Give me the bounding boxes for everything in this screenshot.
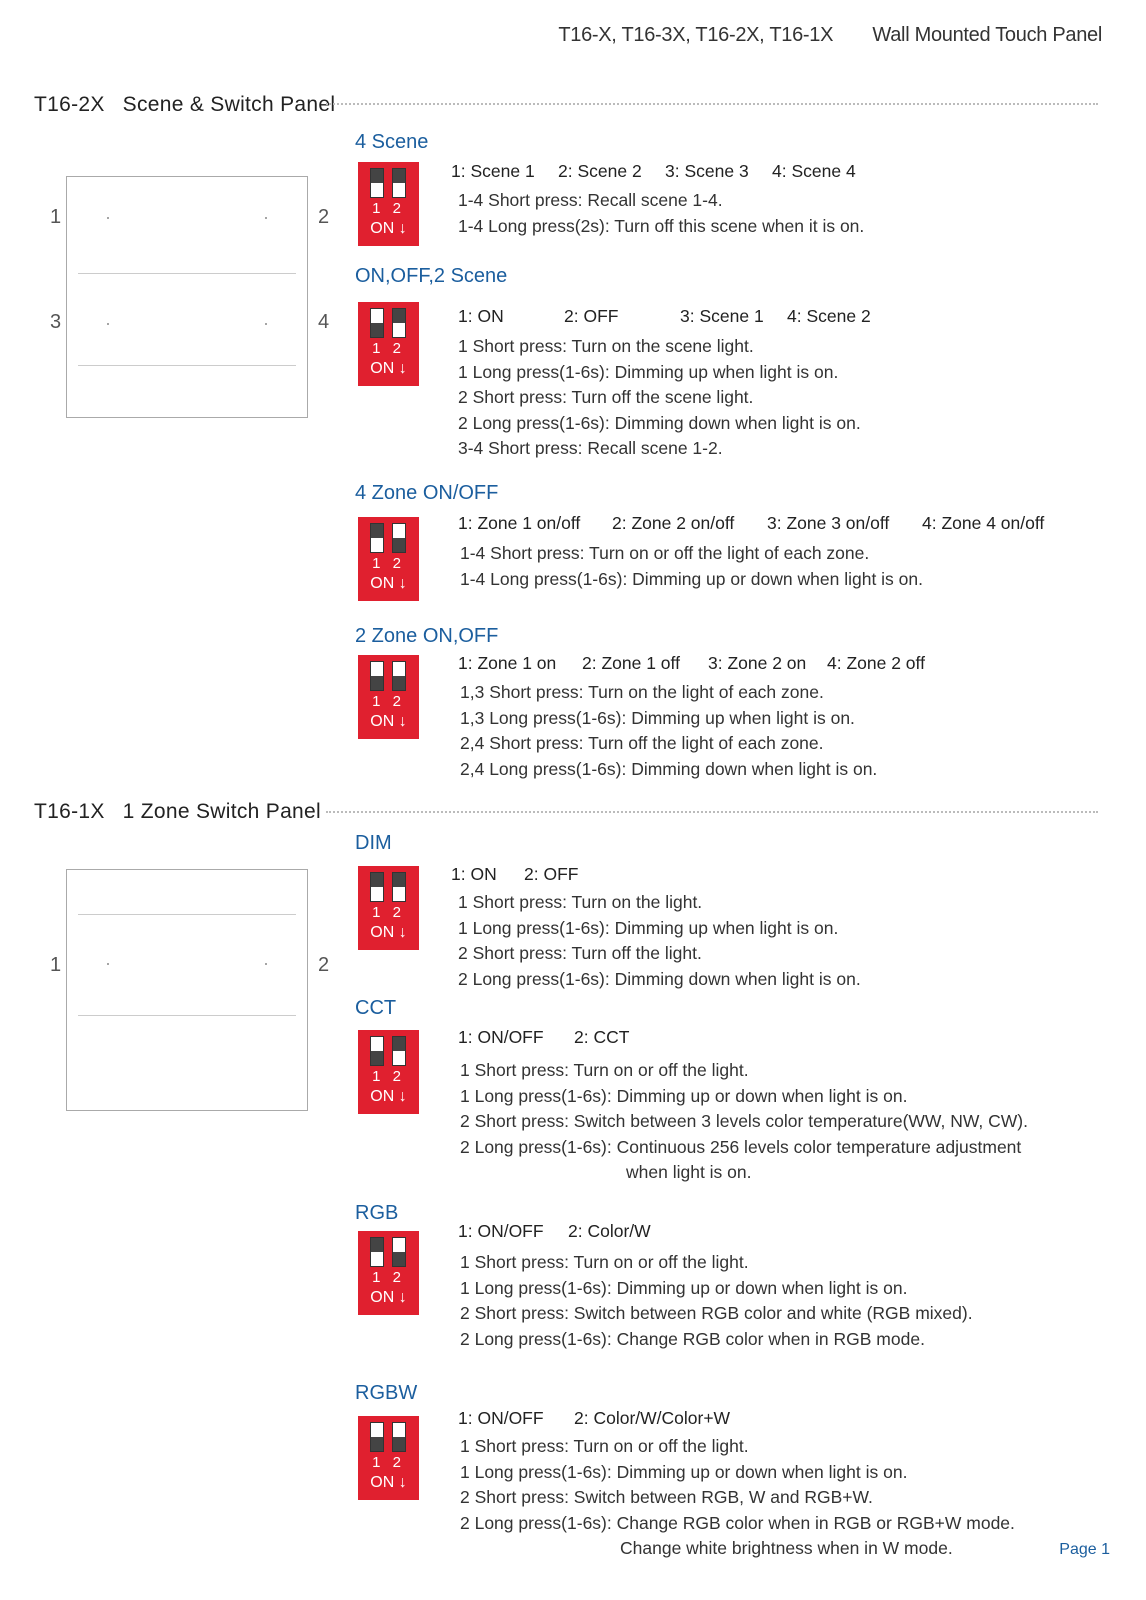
mode-title: CCT bbox=[355, 997, 397, 1019]
description-line: 2 Long press(1-6s): Change RGB color when in RGB mode. bbox=[460, 1328, 925, 1349]
dip-knob bbox=[393, 309, 405, 323]
description-line: Change white brightness when in W mode. bbox=[620, 1538, 953, 1558]
dip-switch bbox=[358, 866, 419, 950]
description-line: 1 Short press: Turn on or off the light. bbox=[460, 1252, 749, 1272]
dip-knob bbox=[393, 1437, 405, 1451]
key-assignments bbox=[458, 1221, 651, 1242]
mode-description bbox=[460, 1434, 1015, 1562]
key-assignment: 1: ON/OFF bbox=[458, 1027, 544, 1047]
key-assignment: 2: Zone 2 on/off bbox=[612, 513, 735, 533]
key-assignment: 3: Scene 1 bbox=[680, 306, 764, 326]
description-line: when light is on. bbox=[626, 1162, 752, 1182]
key-assignment: 1: Scene 1 bbox=[451, 161, 535, 181]
key-assignment: 1: Zone 1 on/off bbox=[458, 513, 581, 533]
dip-on-label: ON ↓ bbox=[370, 1289, 407, 1306]
mode-title: 4 Zone ON/OFF bbox=[355, 482, 499, 504]
touch-panel-2-key bbox=[66, 869, 308, 1111]
key-assignment: 3: Zone 3 on/off bbox=[767, 513, 890, 533]
dip-on-label: ON ↓ bbox=[370, 1474, 407, 1491]
dip-slot-1 bbox=[370, 1036, 384, 1066]
product-name: Wall Mounted Touch Panel bbox=[872, 24, 1102, 46]
dip-slot-2 bbox=[392, 1422, 406, 1452]
key-assignment: 1: Zone 1 on bbox=[458, 653, 557, 673]
key-dot bbox=[107, 963, 109, 965]
key-assignments bbox=[451, 161, 856, 182]
key-assignment: 2: OFF bbox=[524, 864, 579, 884]
dip-numbers: 1 2 bbox=[372, 904, 405, 921]
divider bbox=[326, 811, 1098, 813]
dip-slot-1 bbox=[370, 308, 384, 338]
dip-knob bbox=[393, 676, 405, 690]
mode-description bbox=[460, 1250, 973, 1352]
description-line: 1 Short press: Turn on the light. bbox=[458, 892, 703, 912]
dip-slot-2 bbox=[392, 523, 406, 553]
key-assignment: 1: ON bbox=[458, 306, 504, 326]
description-line: 2 Short press: Switch between RGB color and white (RGB mixed). bbox=[460, 1303, 973, 1323]
description-line: 1-4 Short press: Recall scene 1-4. bbox=[458, 190, 723, 210]
key-dot bbox=[265, 323, 267, 325]
mode-description bbox=[458, 334, 861, 462]
description-line: 1 Short press: Turn on the scene light. bbox=[458, 336, 754, 356]
description-line: 1 Short press: Turn on or off the light. bbox=[460, 1436, 749, 1456]
dip-numbers: 1 2 bbox=[372, 555, 405, 572]
key-assignments bbox=[458, 653, 925, 674]
description-line: 1,3 Short press: Turn on the light of each zone. bbox=[460, 682, 824, 702]
key-assignment: 2: Zone 1 off bbox=[582, 653, 680, 673]
description-line: 2,4 Short press: Turn off the light of each zone. bbox=[460, 733, 824, 753]
key-label: 4 bbox=[318, 311, 330, 333]
panel-divider bbox=[78, 914, 296, 915]
description-line: 2,4 Long press(1-6s): Dimming down when light is on. bbox=[460, 758, 878, 779]
description-line: 1 Long press(1-6s): Dimming up or down when light is on. bbox=[460, 1277, 908, 1298]
key-label: 1 bbox=[50, 206, 62, 228]
panel-divider bbox=[78, 365, 296, 366]
dip-on-label: ON ↓ bbox=[370, 924, 407, 941]
model-list: T16-X, T16-3X, T16-2X, T16-1X bbox=[558, 24, 834, 46]
key-assignment: 1: ON/OFF bbox=[458, 1408, 544, 1428]
dip-on-label: ON ↓ bbox=[370, 1088, 407, 1105]
key-assignment: 3: Scene 3 bbox=[665, 161, 749, 181]
key-label: 1 bbox=[50, 954, 62, 976]
key-dot bbox=[265, 217, 267, 219]
dip-slot-2 bbox=[392, 308, 406, 338]
key-assignment: 2: Scene 2 bbox=[558, 161, 642, 181]
key-assignment: 2: Color/W/Color+W bbox=[574, 1408, 731, 1428]
dip-knob bbox=[393, 538, 405, 552]
key-dot bbox=[107, 323, 109, 325]
section-code: T16-2X bbox=[34, 93, 105, 116]
section-name: Scene & Switch Panel bbox=[122, 93, 336, 116]
dip-numbers: 1 2 bbox=[372, 340, 405, 357]
dip-switch bbox=[358, 162, 419, 246]
description-line: 1 Short press: Turn on or off the light. bbox=[460, 1060, 749, 1080]
description-line: 2 Short press: Switch between 3 levels color temperature(WW, NW, CW). bbox=[460, 1111, 1028, 1131]
description-line: 2 Short press: Switch between RGB, W and RGB+W. bbox=[460, 1487, 873, 1507]
dip-switch bbox=[358, 517, 419, 601]
dip-slot-2 bbox=[392, 661, 406, 691]
key-assignment: 3: Zone 2 on bbox=[708, 653, 807, 673]
dip-knob bbox=[393, 169, 405, 183]
description-line: 1-4 Short press: Turn on or off the light of each zone. bbox=[460, 543, 870, 563]
divider bbox=[326, 103, 1098, 105]
dip-knob bbox=[371, 1437, 383, 1451]
description-line: 2 Long press(1-6s): Continuous 256 levels color temperature adjustment bbox=[460, 1136, 1022, 1157]
key-label: 2 bbox=[318, 206, 330, 228]
dip-slot-2 bbox=[392, 872, 406, 902]
dip-on-label: ON ↓ bbox=[370, 713, 407, 730]
dip-switch bbox=[358, 1416, 419, 1500]
description-line: 1 Long press(1-6s): Dimming up when light is on. bbox=[458, 361, 839, 382]
mode-title: RGBW bbox=[355, 1382, 418, 1404]
dip-slot-2 bbox=[392, 1237, 406, 1267]
section-title-t16-1x bbox=[34, 800, 321, 824]
section-title-t16-2x bbox=[34, 93, 335, 117]
key-assignment: 4: Scene 2 bbox=[787, 306, 871, 326]
dip-knob bbox=[371, 323, 383, 337]
key-assignment: 1: ON bbox=[451, 864, 497, 884]
description-line: 2 Short press: Turn off the scene light. bbox=[458, 387, 754, 407]
key-dot bbox=[265, 963, 267, 965]
dip-slot-1 bbox=[370, 1422, 384, 1452]
mode-description bbox=[458, 890, 861, 992]
key-assignments bbox=[458, 513, 1044, 534]
dip-knob bbox=[393, 1252, 405, 1266]
key-dot bbox=[107, 217, 109, 219]
dip-knob bbox=[371, 1051, 383, 1065]
description-line: 2 Long press(1-6s): Change RGB color when in RGB or RGB+W mode. bbox=[460, 1512, 1015, 1533]
mode-title: DIM bbox=[355, 832, 392, 854]
description-line: 1,3 Long press(1-6s): Dimming up when light is on. bbox=[460, 707, 855, 728]
dip-switch bbox=[358, 302, 419, 386]
panel-divider bbox=[78, 1015, 296, 1016]
mode-title: 2 Zone ON,OFF bbox=[355, 625, 499, 647]
dip-knob bbox=[371, 873, 383, 887]
mode-description bbox=[460, 1058, 1028, 1186]
dip-slot-2 bbox=[392, 1036, 406, 1066]
dip-numbers: 1 2 bbox=[372, 1068, 405, 1085]
dip-on-label: ON ↓ bbox=[370, 360, 407, 377]
key-assignment: 1: ON/OFF bbox=[458, 1221, 544, 1241]
description-line: 3-4 Short press: Recall scene 1-2. bbox=[458, 438, 723, 458]
dip-numbers: 1 2 bbox=[372, 200, 405, 217]
dip-slot-1 bbox=[370, 872, 384, 902]
key-assignment: 2: OFF bbox=[564, 306, 619, 326]
dip-slot-1 bbox=[370, 1237, 384, 1267]
dip-knob bbox=[371, 169, 383, 183]
key-assignments bbox=[451, 864, 578, 885]
key-label: 2 bbox=[318, 954, 330, 976]
dip-on-label: ON ↓ bbox=[370, 220, 407, 237]
dip-slot-2 bbox=[392, 168, 406, 198]
dip-numbers: 1 2 bbox=[372, 1454, 405, 1471]
touch-panel-4-key bbox=[66, 176, 308, 418]
dip-knob bbox=[371, 1238, 383, 1252]
dip-slot-1 bbox=[370, 661, 384, 691]
section-code: T16-1X bbox=[34, 800, 105, 823]
key-assignment: 4: Scene 4 bbox=[772, 161, 856, 181]
description-line: 2 Long press(1-6s): Dimming down when light is on. bbox=[458, 412, 861, 433]
key-assignment: 2: CCT bbox=[574, 1027, 630, 1047]
key-assignment: 2: Color/W bbox=[568, 1221, 651, 1241]
dip-knob bbox=[393, 873, 405, 887]
mode-description bbox=[458, 188, 864, 239]
key-assignment: 4: Zone 2 off bbox=[827, 653, 925, 673]
dip-switch bbox=[358, 1030, 419, 1114]
dip-numbers: 1 2 bbox=[372, 693, 405, 710]
section-name: 1 Zone Switch Panel bbox=[122, 800, 321, 823]
key-assignments bbox=[458, 1027, 629, 1048]
dip-knob bbox=[393, 1037, 405, 1051]
page-number: Page 1 bbox=[1059, 1541, 1110, 1558]
key-assignments bbox=[458, 1408, 730, 1429]
dip-switch bbox=[358, 1231, 419, 1315]
description-line: 1-4 Long press(1-6s): Dimming up or down when light is on. bbox=[460, 568, 923, 589]
mode-description bbox=[460, 541, 923, 592]
dip-knob bbox=[371, 676, 383, 690]
description-line: 2 Short press: Turn off the light. bbox=[458, 943, 702, 963]
mode-title: 4 Scene bbox=[355, 131, 429, 153]
description-line: 1 Long press(1-6s): Dimming up or down when light is on. bbox=[460, 1461, 908, 1482]
description-line: 2 Long press(1-6s): Dimming down when light is on. bbox=[458, 968, 861, 989]
description-line: 1-4 Long press(2s): Turn off this scene when it is on. bbox=[458, 215, 865, 236]
dip-knob bbox=[371, 524, 383, 538]
mode-title: ON,OFF,2 Scene bbox=[355, 265, 508, 287]
dip-numbers: 1 2 bbox=[372, 1269, 405, 1286]
dip-slot-1 bbox=[370, 168, 384, 198]
description-line: 1 Long press(1-6s): Dimming up when light is on. bbox=[458, 917, 839, 938]
key-assignment: 4: Zone 4 on/off bbox=[922, 513, 1045, 533]
key-label: 3 bbox=[50, 311, 62, 333]
mode-title: RGB bbox=[355, 1202, 399, 1224]
dip-slot-1 bbox=[370, 523, 384, 553]
dip-on-label: ON ↓ bbox=[370, 575, 407, 592]
mode-description bbox=[460, 680, 877, 782]
dip-switch bbox=[358, 655, 419, 739]
panel-divider bbox=[78, 273, 296, 274]
key-assignments bbox=[458, 306, 871, 327]
page-header bbox=[558, 24, 1102, 47]
description-line: 1 Long press(1-6s): Dimming up or down when light is on. bbox=[460, 1085, 908, 1106]
